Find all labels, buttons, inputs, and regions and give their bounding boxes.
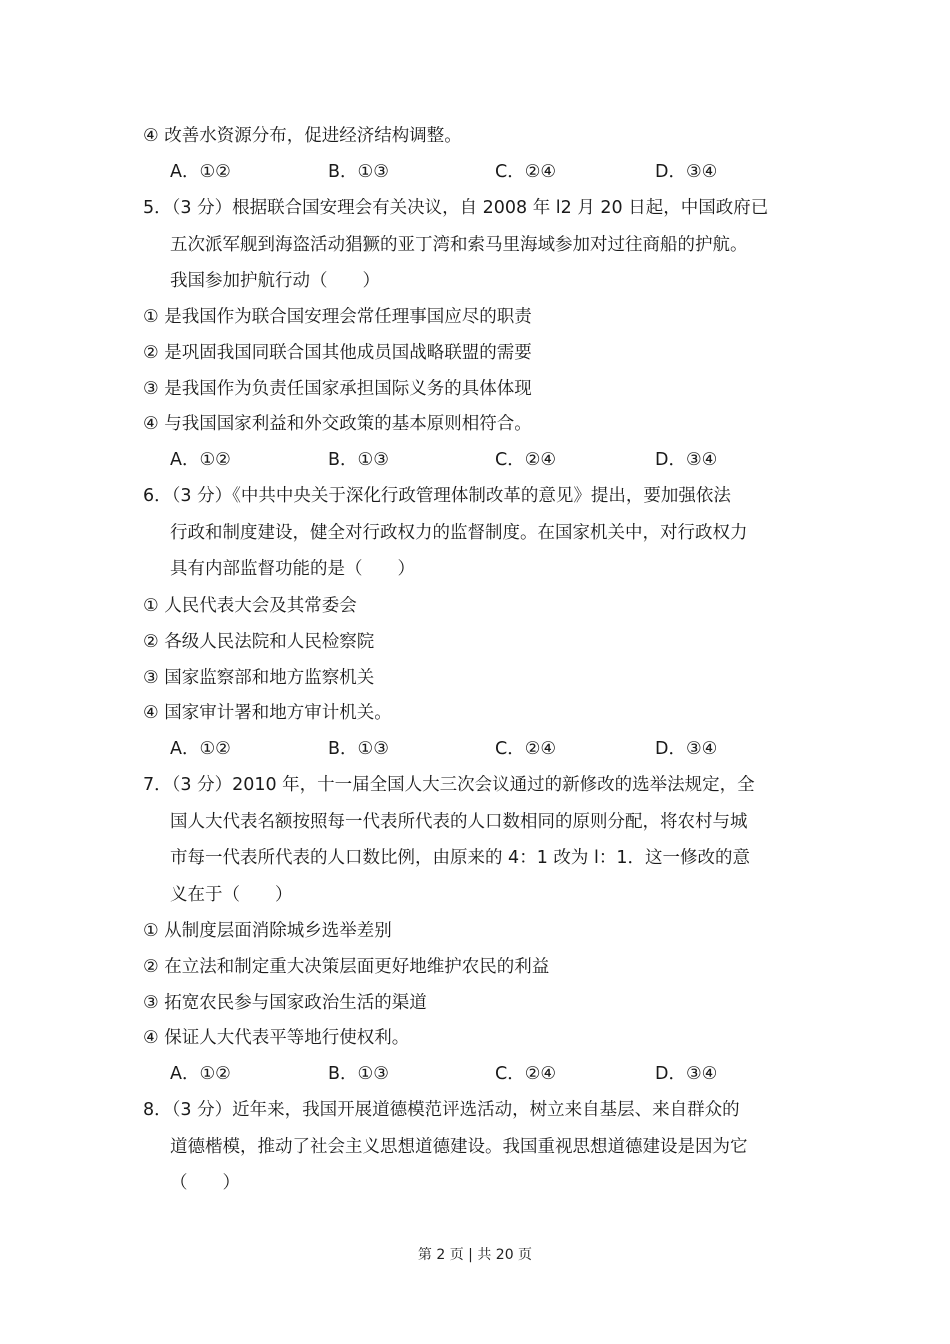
q5-stem-line-2: 五次派军舰到海盗活动猖獗的亚丁湾和索马里海域参加对过往商船的护航。	[170, 235, 748, 255]
q7-stem-line-3: 市每一代表所代表的人口数比例，由原来的 4：1 改为 l：1．这一修改的意	[170, 848, 750, 868]
q6-item-3: ③ 国家监察部和地方监察机关	[143, 668, 375, 688]
q6-stem-line-1: 6．（3 分）《中共中央关于深化行政管理体制改革的意见》提出，要加强依法	[143, 486, 731, 506]
option-d: D．③④	[655, 1064, 718, 1084]
q5-options	[170, 448, 770, 472]
option-c: C．②④	[495, 1064, 557, 1084]
q5-stem-line-3: 我国参加护航行动（ ）	[170, 271, 380, 291]
q8-stem-line-2: 道德楷模，推动了社会主义思想道德建设。我国重视思想道德建设是因为它	[170, 1137, 748, 1157]
option-b: B．①③	[328, 1064, 389, 1084]
option-a: A．①②	[170, 739, 231, 759]
q7-item-4: ④ 保证人大代表平等地行使权利。	[143, 1028, 410, 1048]
option-c: C．②④	[495, 162, 557, 182]
option-b: B．①③	[328, 162, 389, 182]
q6-item-4: ④ 国家审计署和地方审计机关。	[143, 703, 392, 723]
q5-item-4: ④ 与我国国家利益和外交政策的基本原则相符合。	[143, 414, 532, 434]
q7-stem-line-4: 义在于（ ）	[170, 885, 293, 905]
q7-stem-line-2: 国人大代表名额按照每一代表所代表的人口数相同的原则分配，将农村与城	[170, 812, 748, 832]
q7-item-2: ② 在立法和制定重大决策层面更好地维护农民的利益	[143, 957, 550, 977]
q6-item-1: ① 人民代表大会及其常委会	[143, 596, 357, 616]
option-c: C．②④	[495, 739, 557, 759]
q7-item-3: ③ 拓宽农民参与国家政治生活的渠道	[143, 993, 427, 1013]
option-d: D．③④	[655, 739, 718, 759]
q5-item-1: ① 是我国作为联合国安理会常任理事国应尽的职责	[143, 307, 532, 327]
option-a: A．①②	[170, 1064, 231, 1084]
option-a: A．①②	[170, 162, 231, 182]
option-b: B．①③	[328, 450, 389, 470]
q4-options	[170, 160, 770, 184]
q8-stem-line-1: 8．（3 分）近年来，我国开展道德模范评选活动，树立来自基层、来自群众的	[143, 1100, 740, 1120]
q6-stem-line-3: 具有内部监督功能的是（ ）	[170, 559, 415, 579]
q5-item-3: ③ 是我国作为负责任国家承担国际义务的具体体现	[143, 379, 532, 399]
q7-item-1: ① 从制度层面消除城乡选举差别	[143, 921, 392, 941]
q6-stem-line-2: 行政和制度建设，健全对行政权力的监督制度。在国家机关中，对行政权力	[170, 523, 748, 543]
q4-item-4: ④ 改善水资源分布，促进经济结构调整。	[143, 126, 462, 146]
q5-stem-line-1: 5．（3 分）根据联合国安理会有关决议，自 2008 年 l2 月 20 日起，中国政府已	[143, 198, 769, 218]
q8-stem-line-3: （ ）	[170, 1173, 240, 1193]
option-a: A．①②	[170, 450, 231, 470]
option-b: B．①③	[328, 739, 389, 759]
q5-item-2: ② 是巩固我国同联合国其他成员国战略联盟的需要	[143, 343, 532, 363]
option-d: D．③④	[655, 162, 718, 182]
option-c: C．②④	[495, 450, 557, 470]
q6-options	[170, 737, 770, 761]
q7-options	[170, 1062, 770, 1086]
q6-item-2: ② 各级人民法院和人民检察院	[143, 632, 375, 652]
q7-stem-line-1: 7．（3 分）2010 年，十一届全国人大三次会议通过的新修改的选举法规定，全	[143, 775, 755, 795]
option-d: D．③④	[655, 450, 718, 470]
page-footer: 第 2 页 | 共 20 页	[417, 1247, 533, 1263]
